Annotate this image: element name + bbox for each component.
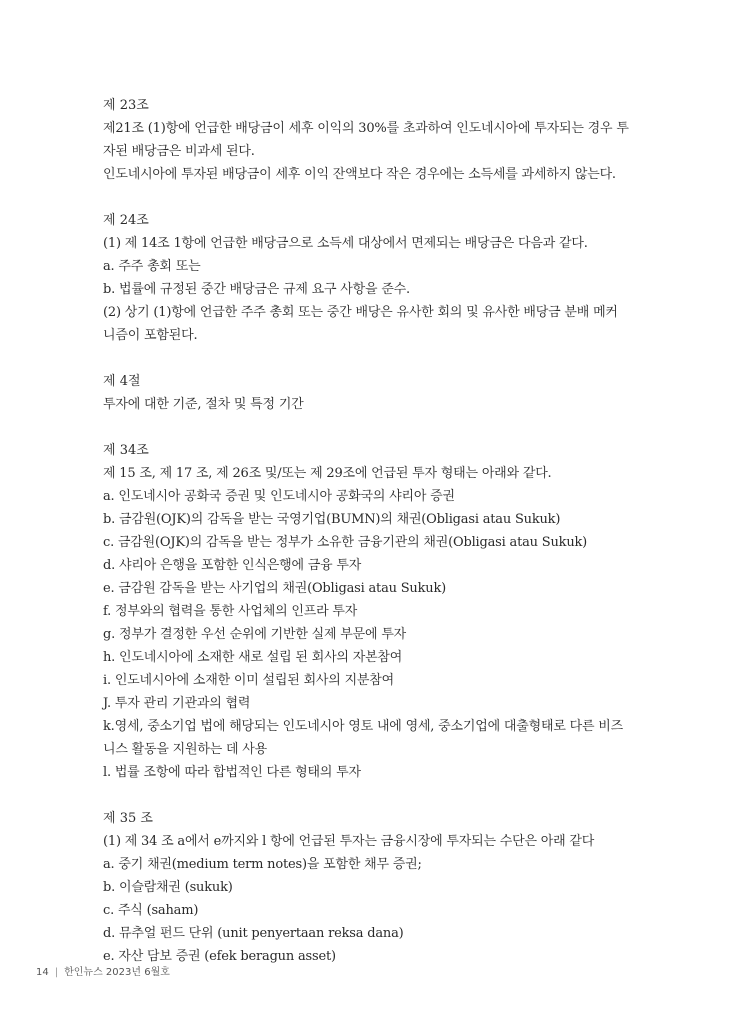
list-item: a. 주주 총회 또는	[103, 259, 201, 274]
list-item: b. 법률에 규정된 중간 배당금은 규제 요구 사항을 준수.	[103, 282, 410, 297]
paragraph-line: 자된 배당금은 비과세 된다.	[103, 144, 255, 159]
list-item: f. 정부와의 협력을 통한 사업체의 인프라 투자	[103, 604, 358, 619]
section-article-23	[103, 94, 663, 186]
paragraph-line: (2) 상기 (1)항에 언급한 주주 총회 또는 중간 배당은 유사한 회의 및 유사한 배당금 분배 메커	[103, 305, 618, 320]
list-item: d. 샤리아 은행을 포함한 인식은행에 금융 투자	[103, 558, 362, 573]
section-chapter-4	[103, 370, 663, 416]
list-item: 니스 활동을 지원하는 데 사용	[103, 742, 268, 757]
list-item: c. 금감원(OJK)의 감독을 받는 정부가 소유한 금융기관의 채권(Obligasi atau Sukuk)	[103, 535, 588, 550]
list-item: e. 금감원 감독을 받는 사기업의 채권(Obligasi atau Sukuk)	[103, 581, 447, 596]
paragraph-line: 인도네시아에 투자된 배당금이 세후 이익 잔액보다 작은 경우에는 소득세를 과세하지 않는다.	[103, 167, 616, 182]
footer-separator: |	[54, 967, 59, 978]
list-item: e. 자산 담보 증권 (efek beragun asset)	[103, 949, 336, 964]
list-item: h. 인도네시아에 소재한 새로 설립 된 회사의 자본참여	[103, 650, 403, 665]
paragraph-line: 제 15 조, 제 17 조, 제 26조 및/또는 제 29조에 언급된 투자 형태는 아래와 같다.	[103, 466, 552, 481]
section-heading: 제 24조	[103, 213, 149, 228]
section-heading: 제 34조	[103, 443, 149, 458]
section-article-24	[103, 209, 663, 347]
publication-name: 한인뉴스 2023년 6월호	[64, 967, 170, 978]
list-item: b. 금감원(OJK)의 감독을 받는 국영기업(BUMN)의 채권(Obligasi atau Sukuk)	[103, 512, 561, 527]
list-item: a. 인도네시아 공화국 증권 및 인도네시아 공화국의 샤리아 증권	[103, 489, 455, 504]
list-item: a. 중기 채권(medium term notes)을 포함한 채무 증권;	[103, 857, 422, 872]
page-footer	[36, 963, 170, 978]
list-item: l. 법률 조항에 따라 합법적인 다른 형태의 투자	[103, 765, 361, 780]
section-heading: 제 35 조	[103, 811, 153, 826]
paragraph-line: (1) 제 14조 1항에 언급한 배당금으로 소득세 대상에서 면제되는 배당금은 다음과 같다.	[103, 236, 588, 251]
section-subtitle: 투자에 대한 기준, 절차 및 특정 기간	[103, 397, 304, 412]
list-item: b. 이슬람채권 (sukuk)	[103, 880, 233, 895]
list-item: k.영세, 중소기업 법에 해당되는 인도네시아 영토 내에 영세, 중소기업에 대출형태로 다른 비즈	[103, 719, 623, 734]
section-heading: 제 4절	[103, 374, 141, 389]
list-item: g. 정부가 결정한 우선 순위에 기반한 실제 부문에 투자	[103, 627, 407, 642]
section-heading: 제 23조	[103, 98, 149, 113]
list-item: i. 인도네시아에 소재한 이미 설립된 회사의 지분참여	[103, 673, 395, 688]
list-item: d. 뮤추얼 펀드 단위 (unit penyertaan reksa dana)	[103, 926, 404, 941]
paragraph-line: 니즘이 포함된다.	[103, 328, 198, 343]
section-article-34	[103, 439, 663, 784]
paragraph-line: (1) 제 34 조 a에서 e까지와 l 항에 언급된 투자는 금융시장에 투자되는 수단은 아래 같다	[103, 834, 595, 849]
list-item: c. 주식 (saham)	[103, 903, 199, 918]
section-article-35	[103, 807, 663, 968]
list-item: J. 투자 관리 기관과의 협력	[103, 696, 251, 711]
page-number: 14	[36, 967, 49, 978]
article-body	[103, 94, 663, 991]
paragraph-line: 제21조 (1)항에 언급한 배당금이 세후 이익의 30%를 초과하여 인도네시아에 투자되는 경우 투	[103, 121, 629, 136]
